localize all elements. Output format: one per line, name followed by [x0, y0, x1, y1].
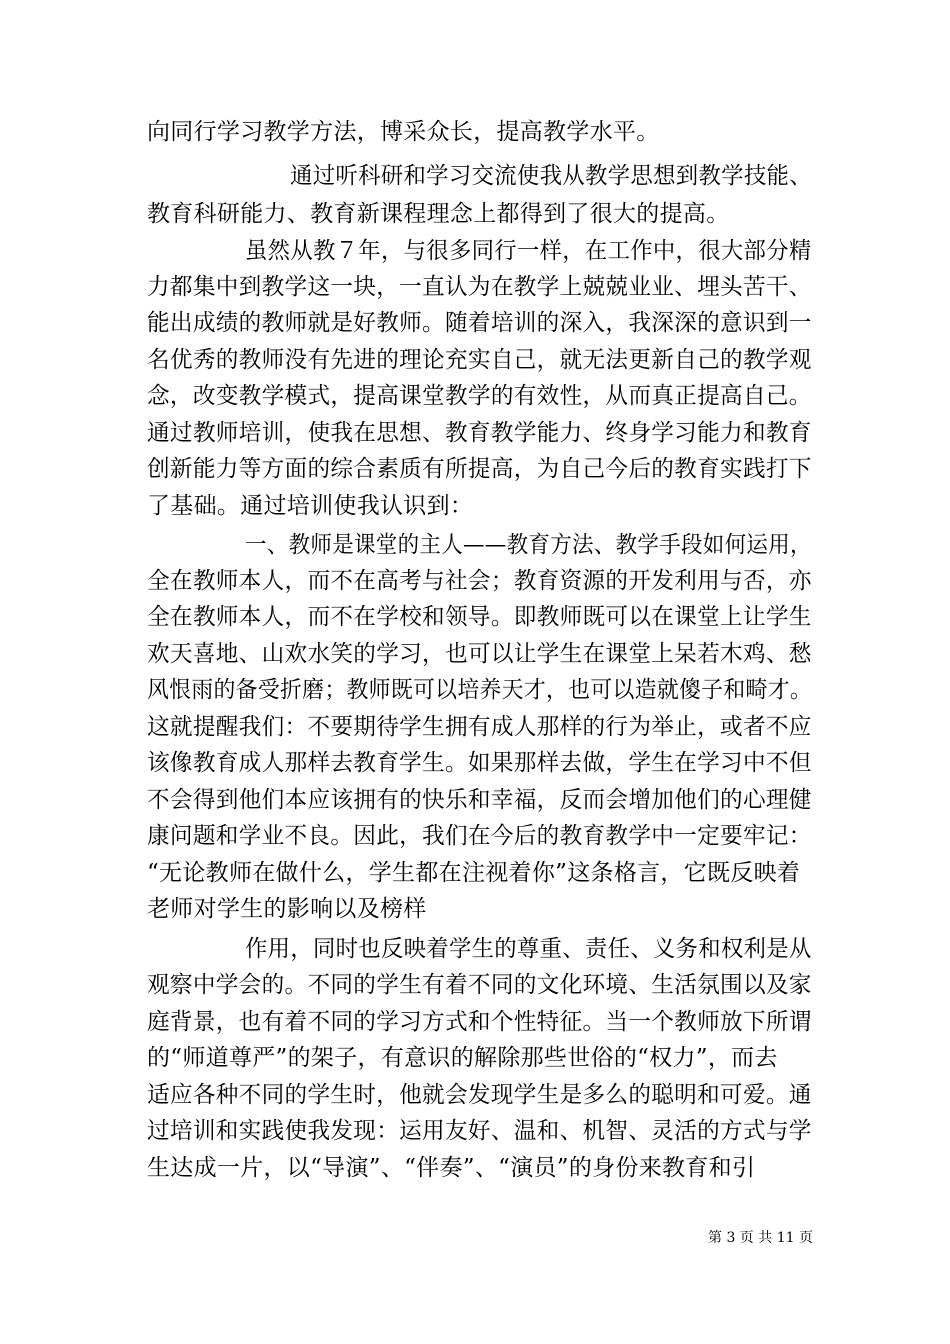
text-line: 通过教师培训，使我在思想、教育教学能力、终身学习能力和教育 [147, 420, 812, 446]
text-line: 的“师道尊严”的架子，有意识的解除那些世俗的“权力”，而去 [147, 1045, 778, 1071]
text-line: 适应各种不同的学生时，他就会发现学生是多么的聪明和可爱。通 [147, 1082, 812, 1108]
text-line: 全在教师本人，而不在学校和领导。即教师既可以在课堂上让学生 [147, 604, 812, 630]
text-line: 念，改变教学模式，提高课堂教学的有效性，从而真正提高自己。 [147, 383, 812, 409]
text-line: 教育科研能力、教育新课程理念上都得到了很大的提高。 [147, 201, 730, 227]
text-line: 向同行学习教学方法，博采众长，提高教学水平。 [147, 119, 660, 145]
text-line: 作用，同时也反映着学生的尊重、责任、义务和权利是从 [245, 936, 812, 962]
text-line: 生达成一片，以“导演”、“伴奏”、“演员”的身份来教育和引 [147, 1155, 756, 1181]
text-line: 庭背景，也有着不同的学习方式和个性特征。当一个教师放下所谓 [147, 1009, 812, 1035]
text-line: 该像教育成人那样去教育学生。如果那样去做，学生在学习中不但 [147, 750, 812, 776]
text-line: 这就提醒我们：不要期待学生拥有成人那样的行为举止，或者不应 [147, 714, 812, 740]
text-line: 名优秀的教师没有先进的理论充实自己，就无法更新自己的教学观 [147, 347, 812, 373]
text-line: “无论教师在做什么，学生都在注视着你”这条格言，它既反映着 [147, 860, 801, 886]
text-line: 康问题和学业不良。因此，我们在今后的教育教学中一定要牢记： [147, 823, 812, 849]
text-line: 风恨雨的备受折磨；教师既可以培养天才，也可以造就傻子和畸才。 [147, 677, 812, 703]
text-line: 一、教师是课堂的主人——教育方法、教学手段如何运用， [245, 532, 812, 558]
text-line: 全在教师本人，而不在高考与社会；教育资源的开发利用与否，亦 [147, 568, 812, 594]
text-line: 不会得到他们本应该拥有的快乐和幸福，反而会增加他们的心理健 [147, 787, 812, 813]
text-line: 老师对学生的影响以及榜样 [147, 896, 427, 922]
text-line: 创新能力等方面的综合素质有所提高，为自己今后的教育实践打下 [147, 456, 812, 482]
page-footer: 第 3 页 共 11 页 [708, 1230, 813, 1246]
text-line: 欢天喜地、山欢水笑的学习，也可以让学生在课堂上呆若木鸡、愁 [147, 641, 812, 667]
text-line: 了基础。通过培训使我认识到： [147, 493, 474, 519]
text-line: 通过听科研和学习交流使我从教学思想到教学技能、 [290, 163, 812, 189]
text-line: 观察中学会的。不同的学生有着不同的文化环境、生活氛围以及家 [147, 972, 812, 998]
text-line: 能出成绩的教师就是好教师。随着培训的深入，我深深的意识到一 [147, 310, 812, 336]
text-line: 力都集中到教学这一块，一直认为在教学上兢兢业业、埋头苦干、 [147, 274, 812, 300]
text-line: 过培训和实践使我发现：运用友好、温和、机智、灵活的方式与学 [147, 1118, 812, 1144]
text-line: 虽然从教７年，与很多同行一样，在工作中，很大部分精 [245, 238, 812, 264]
